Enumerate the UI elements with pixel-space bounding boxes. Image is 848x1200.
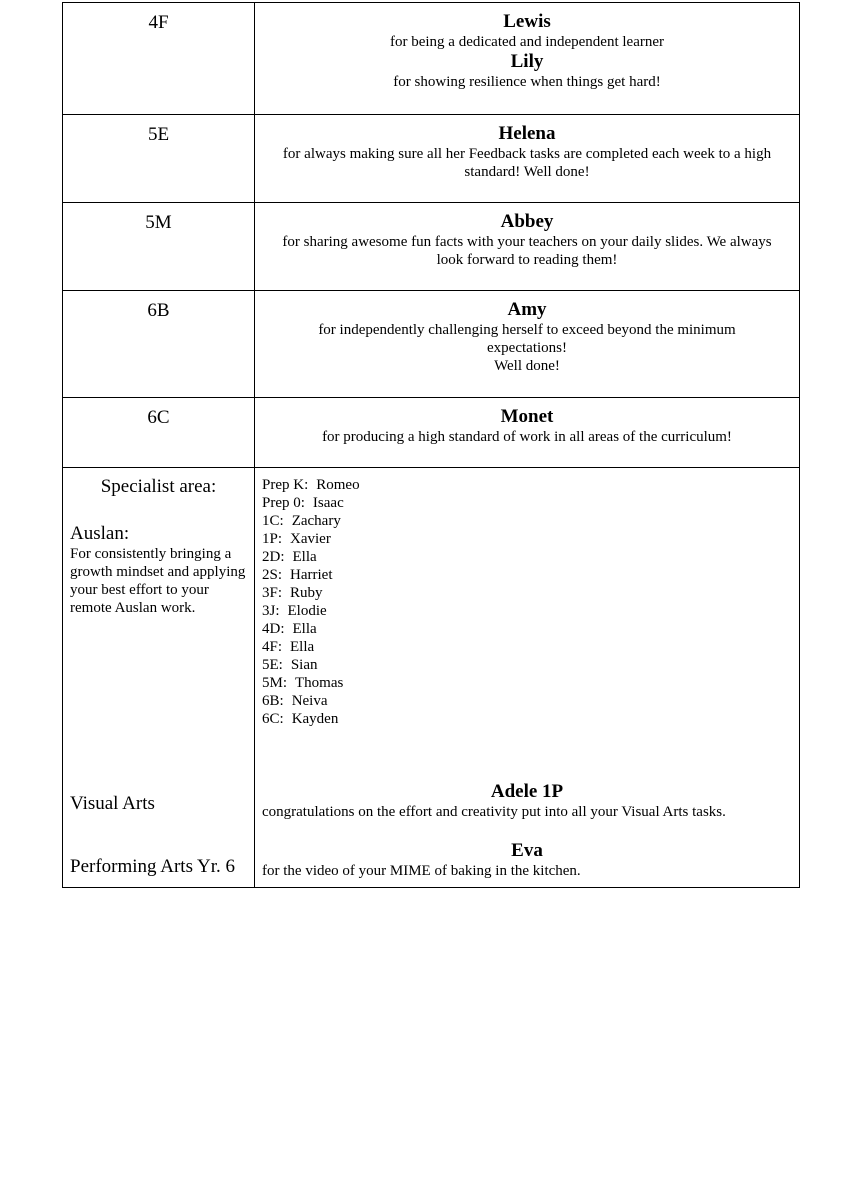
auslan-recipient-list [262,476,360,728]
list-item [262,710,360,728]
award-cell [255,3,800,115]
list-item [262,620,360,638]
award-reason: for being a dedicated and independent learner [389,34,665,50]
recipient-name: Neiva [291,693,328,709]
recipient-name: Xavier [290,531,331,547]
recipient-name: Elodie [287,603,327,619]
award-name: Abbey [500,211,554,232]
award-name: Helena [498,123,556,144]
table-row [63,291,800,398]
list-item [262,494,360,512]
award-cell [255,398,800,468]
recipient-name: Ella [292,621,317,637]
recipient-name: Harriet [290,567,333,583]
specialist-awards-cell [255,468,800,888]
list-item [262,656,360,674]
specialist-cell [63,468,255,888]
list-item [262,530,360,548]
specialist-title: Specialist area: [100,476,217,497]
award-reason: for showing resilience when things get hard! [393,74,661,90]
recipient-name: Thomas [295,675,344,691]
recipient-class: 5E: [262,657,283,673]
recipient-class: 3F: [262,585,283,601]
award-reason: for always making sure all her Feedback tasks are completed each week to a high standard! Well done! [282,146,772,180]
list-item [262,602,360,620]
table-row [63,203,800,291]
class-label: 4F [63,3,255,115]
recipient-name: Zachary [291,513,341,529]
recipient-name: Ella [290,639,315,655]
award-reason: for independently challenging herself to exceed beyond the minimum expectations! [318,322,736,356]
recipient-class: 6B: [262,693,284,709]
visual-arts-reason: congratulations on the effort and creativity put into all your Visual Arts tasks. [262,804,726,820]
recipient-name: Sian [290,657,318,673]
award-cell [255,291,800,398]
recipient-class: 1C: [262,513,284,529]
recipient-name: Romeo [316,477,360,493]
class-label: 6C [63,398,255,468]
list-item [262,638,360,656]
award-reason: for producing a high standard of work in all areas of the curriculum! [322,429,732,445]
recipient-class: Prep K: [262,477,309,493]
award-reason-extra: Well done! [494,358,560,374]
list-item [262,566,360,584]
list-item [262,692,360,710]
auslan-description: For consistently bringing a growth mindset and applying your best effort to your remote Auslan work. [70,546,246,616]
recipient-class: Prep 0: [262,495,305,511]
award-cell [255,203,800,291]
award-name: Lily [510,51,544,72]
performing-arts-label: Performing Arts Yr. 6 [70,856,236,877]
auslan-label: Auslan: [70,523,130,544]
award-name: Lewis [503,11,551,32]
award-reason: for sharing awesome fun facts with your teachers on your daily slides. We always look forward to reading them! [282,234,772,268]
recipient-name: Kayden [291,711,339,727]
class-label: 5M [63,203,255,291]
list-item [262,512,360,530]
table-row [63,468,800,888]
recipient-name: Isaac [312,495,344,511]
performing-arts-reason: for the video of your MIME of baking in the kitchen. [262,863,581,879]
recipient-class: 5M: [262,675,288,691]
recipient-class: 2S: [262,567,283,583]
award-cell [255,115,800,203]
class-label: 5E [63,115,255,203]
class-label: 6B [63,291,255,398]
performing-arts-name: Eva [511,840,543,861]
recipient-name: Ella [292,549,317,565]
recipient-name: Ruby [290,585,323,601]
award-name: Monet [500,406,554,427]
recipient-class: 6C: [262,711,284,727]
list-item [262,584,360,602]
recipient-class: 4D: [262,621,285,637]
table-row [63,3,800,115]
table-row [63,115,800,203]
list-item [262,674,360,692]
recipient-class: 1P: [262,531,283,547]
recipient-class: 4F: [262,639,283,655]
list-item [262,548,360,566]
visual-arts-label: Visual Arts [70,793,155,814]
recipient-class: 3J: [262,603,280,619]
table-row [63,398,800,468]
award-name: Amy [507,299,547,320]
list-item [262,476,360,494]
recipient-class: 2D: [262,549,285,565]
awards-table [62,2,800,888]
visual-arts-name: Adele 1P [490,781,564,802]
